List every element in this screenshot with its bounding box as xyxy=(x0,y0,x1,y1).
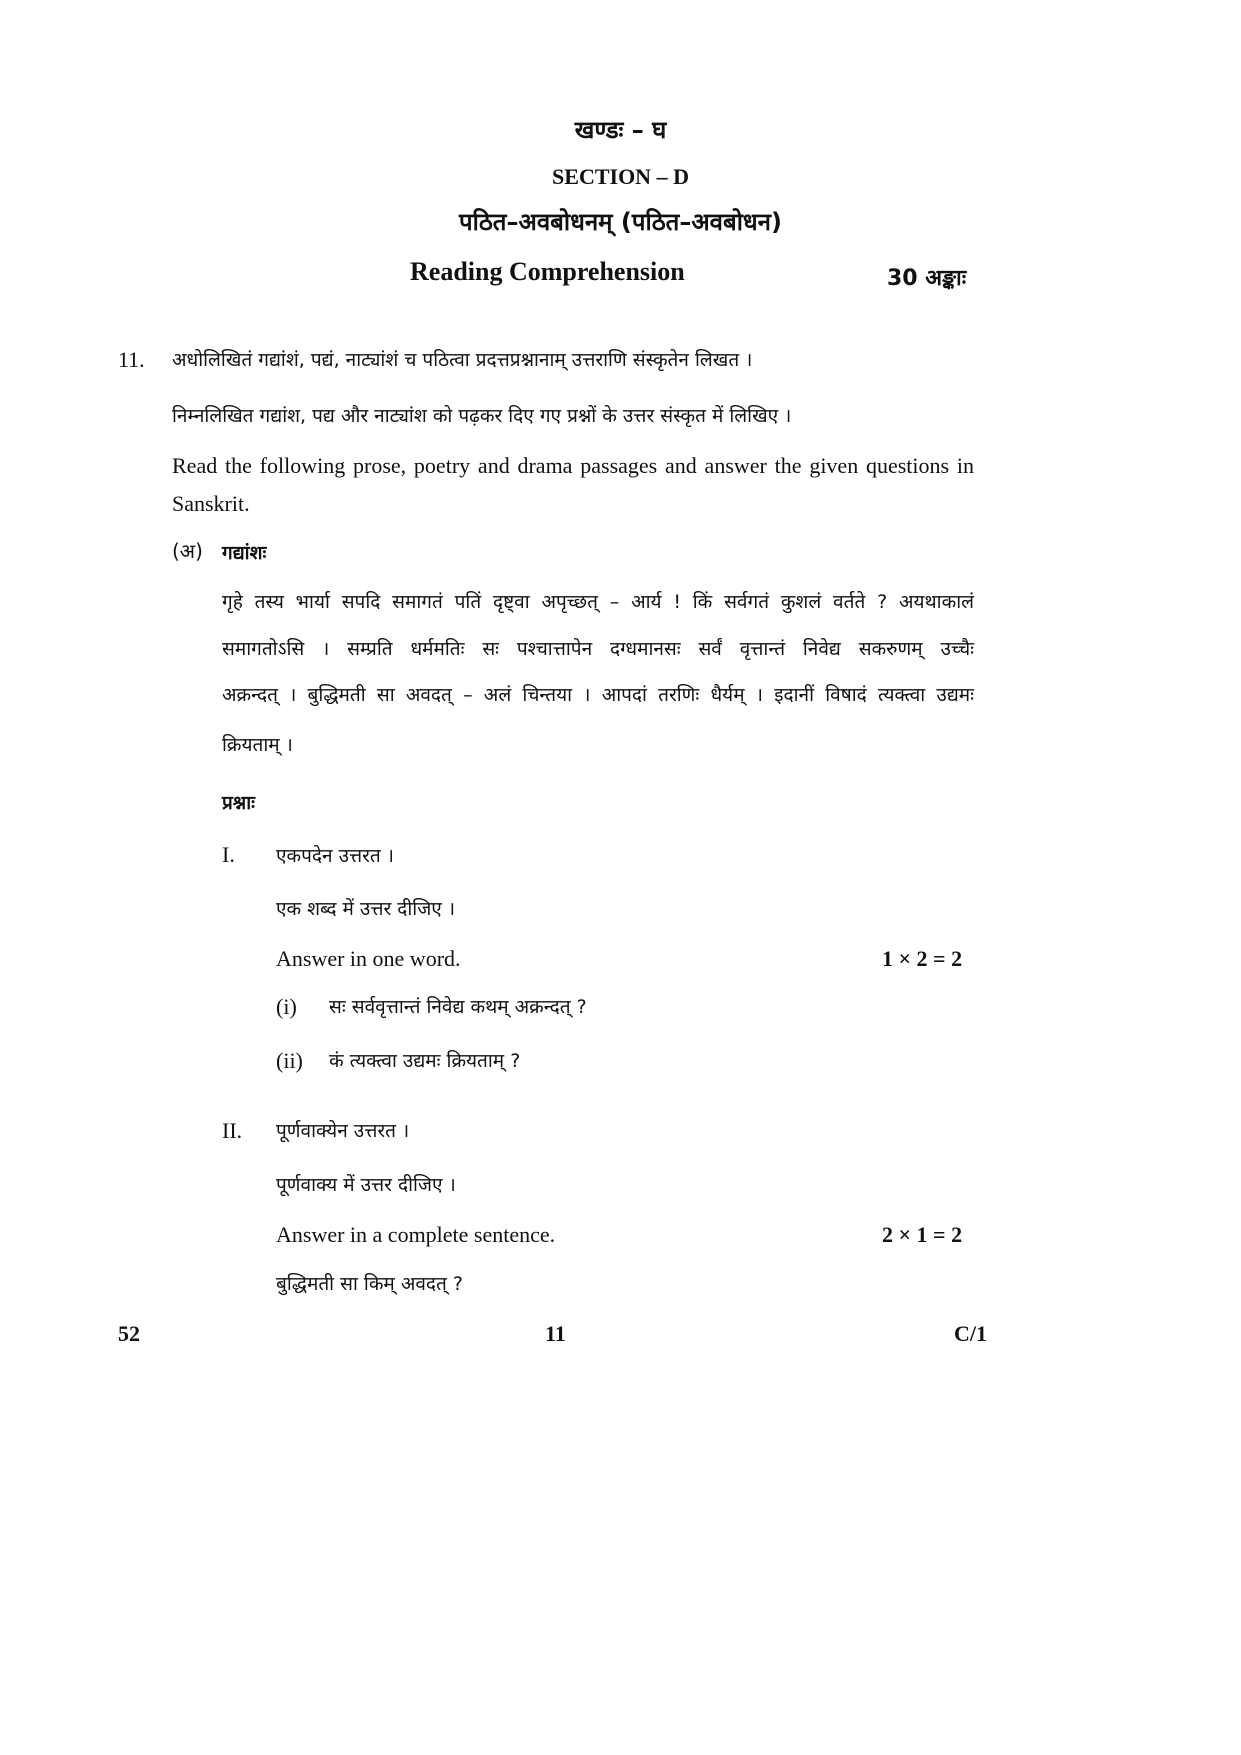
part-a-heading: गद्यांशः xyxy=(222,542,267,564)
instruction-hindi: निम्नलिखित गद्यांश, पद्य और नाट्यांश को पढ़कर दिए गए प्रश्नों के उत्तर संस्कृत में लिखिए । xyxy=(172,405,792,427)
section-marks: 30 अङ्काः xyxy=(887,266,967,291)
footer-set: C/1 xyxy=(954,1321,987,1346)
subq2-roman: II. xyxy=(222,1118,243,1143)
question-number: 11. xyxy=(118,347,145,372)
passage-line: क्रियताम् । xyxy=(222,734,293,756)
subq1-instruction-hindi: एक शब्द में उत्तर दीजिए । xyxy=(276,898,456,920)
subq1-roman: I. xyxy=(222,842,235,867)
subq2-marks: 2 × 1 = 2 xyxy=(882,1222,963,1247)
instruction-english-line1: Read the following prose, poetry and drama passages and answer the given questions in xyxy=(172,453,974,478)
instruction-sanskrit: अधोलिखितं गद्यांशं, पद्यं, नाट्यांशं च पठित्वा प्रदत्तप्रश्नानाम् उत्तराणि संस्कृतेन लिखत । xyxy=(172,349,753,371)
part-a-label: (अ) xyxy=(172,539,203,563)
subq1-marks: 1 × 2 = 2 xyxy=(882,946,963,971)
subq2-question: बुद्धिमती सा किम् अवदत् ? xyxy=(276,1273,463,1295)
section-title-hindi: खण्डः – घ xyxy=(574,116,667,144)
subq1-item-number: (i) xyxy=(276,994,297,1019)
subq1-instruction-sanskrit: एकपदेन उत्तरत । xyxy=(276,845,394,867)
subtitle-hindi: पठित–अवबोधनम् (पठित–अवबोधन) xyxy=(459,208,782,236)
subq2-instruction-english: Answer in a complete sentence. xyxy=(276,1222,556,1247)
passage-line: अक्रन्दत् । बुद्धिमती सा अवदत् – अलं चिन्तया । आपदां तरणिः धैर्यम् । इदानीं विषादं त्यक्त्वा उद्यमः xyxy=(222,684,974,706)
footer-code: 52 xyxy=(118,1321,140,1346)
subq2-instruction-sanskrit: पूर्णवाक्येन उत्तरत । xyxy=(276,1120,410,1142)
subq1-item-number: (ii) xyxy=(276,1048,303,1073)
subq1-item-text: सः सर्ववृत्तान्तं निवेद्य कथम् अक्रन्दत् ? xyxy=(329,996,587,1018)
section-title-english: SECTION – D xyxy=(552,164,689,189)
subq1-item-text: कं त्यक्त्वा उद्यमः क्रियताम् ? xyxy=(329,1050,521,1072)
page-number: 11 xyxy=(545,1321,566,1346)
subq1-instruction-english: Answer in one word. xyxy=(276,946,461,971)
passage-line: गृहे तस्य भार्या सपदि समागतं पतिं दृष्ट्वा अपृच्छत् – आर्य ! किं सर्वगतं कुशलं वर्तते ? अयथाकालं xyxy=(222,591,974,613)
instruction-english-line2: Sanskrit. xyxy=(172,491,250,516)
questions-heading: प्रश्नाः xyxy=(222,792,256,814)
passage-line: समागतोऽसि । सम्प्रति धर्ममतिः सः पश्चात्तापेन दग्धमानसः सर्वं वृत्तान्तं निवेद्य सकरुणम् उच्चैः xyxy=(222,638,974,660)
subq2-instruction-hindi: पूर्णवाक्य में उत्तर दीजिए । xyxy=(276,1174,456,1196)
subtitle-english: Reading Comprehension xyxy=(410,257,685,286)
